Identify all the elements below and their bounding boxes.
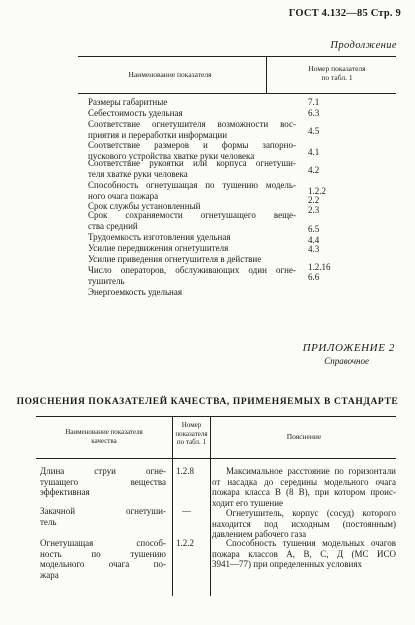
appendix-title: ПРИЛОЖЕНИЕ 2 [302,342,395,354]
table2-row-1-desc [186,466,396,508]
table1-row-5-text-line2: теля хватке руки человека [88,168,188,179]
table1-row-11-ref: 4.3 [308,244,320,254]
table1-row-13-ref: 6.6 [308,272,320,282]
table2-col-ref-header-line2: показателя [175,429,208,438]
table1-row-9-text: Трудоемкость изготовления удельная [88,232,231,242]
table1-col-ref-header-line1: Номер показателя [308,64,366,73]
table1-col-name-header: Наименование показателя [128,70,212,79]
page-header: ГОСТ 4.132—85 Стр. 9 [288,8,401,19]
table1-row-10-text: Усилие передвижения огнетушителя [88,243,229,253]
table1-row-4-text-line2: пускового устройства хватке руки человека [88,150,255,161]
table1-row-5-text-line1: Соответствие рукоятки или корпуса огнетуши- [88,158,296,168]
table1-row-6-text-line1: Способность огнетушащая по тушению модель- [88,180,296,190]
table2-row-1-desc-line2: от насадка до середины модельного очага [212,476,396,487]
table2-row-3-desc [186,538,396,570]
table2-row-3-name-line2: ность по тушению [40,548,166,559]
table2-col-ref-header-line3: по табл. 1 [176,438,207,446]
table2-col-name-header [36,428,172,446]
table2-col-name-header-line2: качества [91,437,117,445]
table2-col-ref-header-line1: Номер [181,421,202,429]
table2-row-1-desc-line1: Максимальное расстояние по горизонтали [226,466,396,476]
table1-row-1-ref: 7.1 [308,97,320,107]
table1-row-10-ref: 4.4 [308,235,320,245]
table1-row-4-text-line1: Соответствие размеров и формы запорно- [88,140,296,150]
table1-header-divider [266,57,267,93]
appendix-subtitle: Справочное [324,356,369,366]
table1-row-2-text: Себестоимость удельная [88,108,183,118]
table1-row-7-ref: 2.2 [308,195,320,205]
table1-col-ref-header-line2: по табл. 1 [321,73,353,82]
table1-row-12-text-line2: тушитель [88,275,125,286]
table2-row-1-desc-line4: ходит его тушение [212,497,284,508]
table2-row-3-desc-line1: Способность тушения модельных очагов [226,538,396,548]
table2-row-2-name-line2: тель [40,516,57,527]
table1-row-11-text: Усилие приведения огнетушителя в действие [88,254,262,264]
table2-row-2-desc-line1: Огнетушитель, корпус (сосуд) которого [226,508,396,518]
table2-row-1-name-line3: эффективная [40,487,90,497]
table2-row-2-name [40,506,166,527]
table1-col-ref-header [278,64,396,82]
table2-row-3-desc-line2: пожара классов А, В, С, Д (МС ИСО [212,548,396,559]
table2-header-rule [36,458,396,459]
table1-row-6-text-line2: ного очага пожара [88,190,159,201]
table1-row-8-text-line1: Срок сохраняемости огнетушащего веще- [88,210,296,220]
table1-row-13-text: Энергоемкость удельная [88,287,182,297]
table1-row-3-text-line1: Соответствие огнетушителя возможности вос- [88,119,296,129]
table1-row-6-ref: 1.2.2 [308,186,326,196]
table1-row-8-text-line2: ства средний [88,220,138,231]
table2-row-3-ref: 1.2.2 [176,538,194,548]
table2-row-1-name-line2: тушащего вещества [40,476,166,487]
table2-row-1-name-line1: Длина струи огне- [40,466,166,476]
table1-header [78,56,396,94]
table2-row-2-desc [186,508,396,540]
continuation-label: Продолжение [330,40,397,51]
table2-row-1-name [40,466,166,498]
table1-row-2-ref: 6.3 [308,108,320,118]
table2-row-2-ref: — [182,506,191,516]
table2-col-desc-header: Пояснение [286,432,322,441]
table2-row-3-name [40,538,166,580]
table2-row-1-desc-line3: пожара класса В (8 В), при котором проис- [212,487,396,497]
table1-row-4-ref: 4.1 [308,147,320,157]
table1-row-1-text: Размеры габаритные [88,97,168,107]
table2-row-3-name-line4: жара [40,569,59,580]
table2-row-2-desc-line3: давлением рабочего газа [212,529,307,539]
table1-row-5-ref: 4.2 [308,165,320,175]
table2-row-3-name-line1: Огнетушащая способ- [40,538,166,548]
table2-row-3-name-line3: модельного очага по- [40,559,166,569]
table1-row-12-text-line1: Число операторов, обслуживающих один огне- [88,265,296,275]
table2-row-3-desc-line3: 3941—77) при определенных условиях [212,559,363,569]
table2-row-2-name-line1: Закачной огнетуши- [40,506,166,516]
table1-row-7-text: Срок службы установленный [88,201,201,211]
table1-row-3-text-line2: приятия и переработки информации [88,129,228,140]
table2-row-1-ref: 1.2.8 [176,466,194,476]
table2-col-ref-header [173,421,210,447]
table1-row-8-ref: 2.3 [308,205,320,215]
table1-row-12-ref: 1.2.16 [308,262,331,272]
section-title: ПОЯСНЕНИЯ ПОКАЗАТЕЛЕЙ КАЧЕСТВА, ПРИМЕНЯЕМЫХ В СТАНДАРТЕ [16,397,399,407]
table2-col-name-header-line1: Наименование показателя [65,428,143,436]
table1-row-3-ref: 4.5 [308,126,320,136]
table2-row-2-desc-line2: находится под исходным (постоянным) [212,518,396,529]
table2-top-rule [36,416,396,417]
table1-row-9-ref: 6.5 [308,224,320,234]
